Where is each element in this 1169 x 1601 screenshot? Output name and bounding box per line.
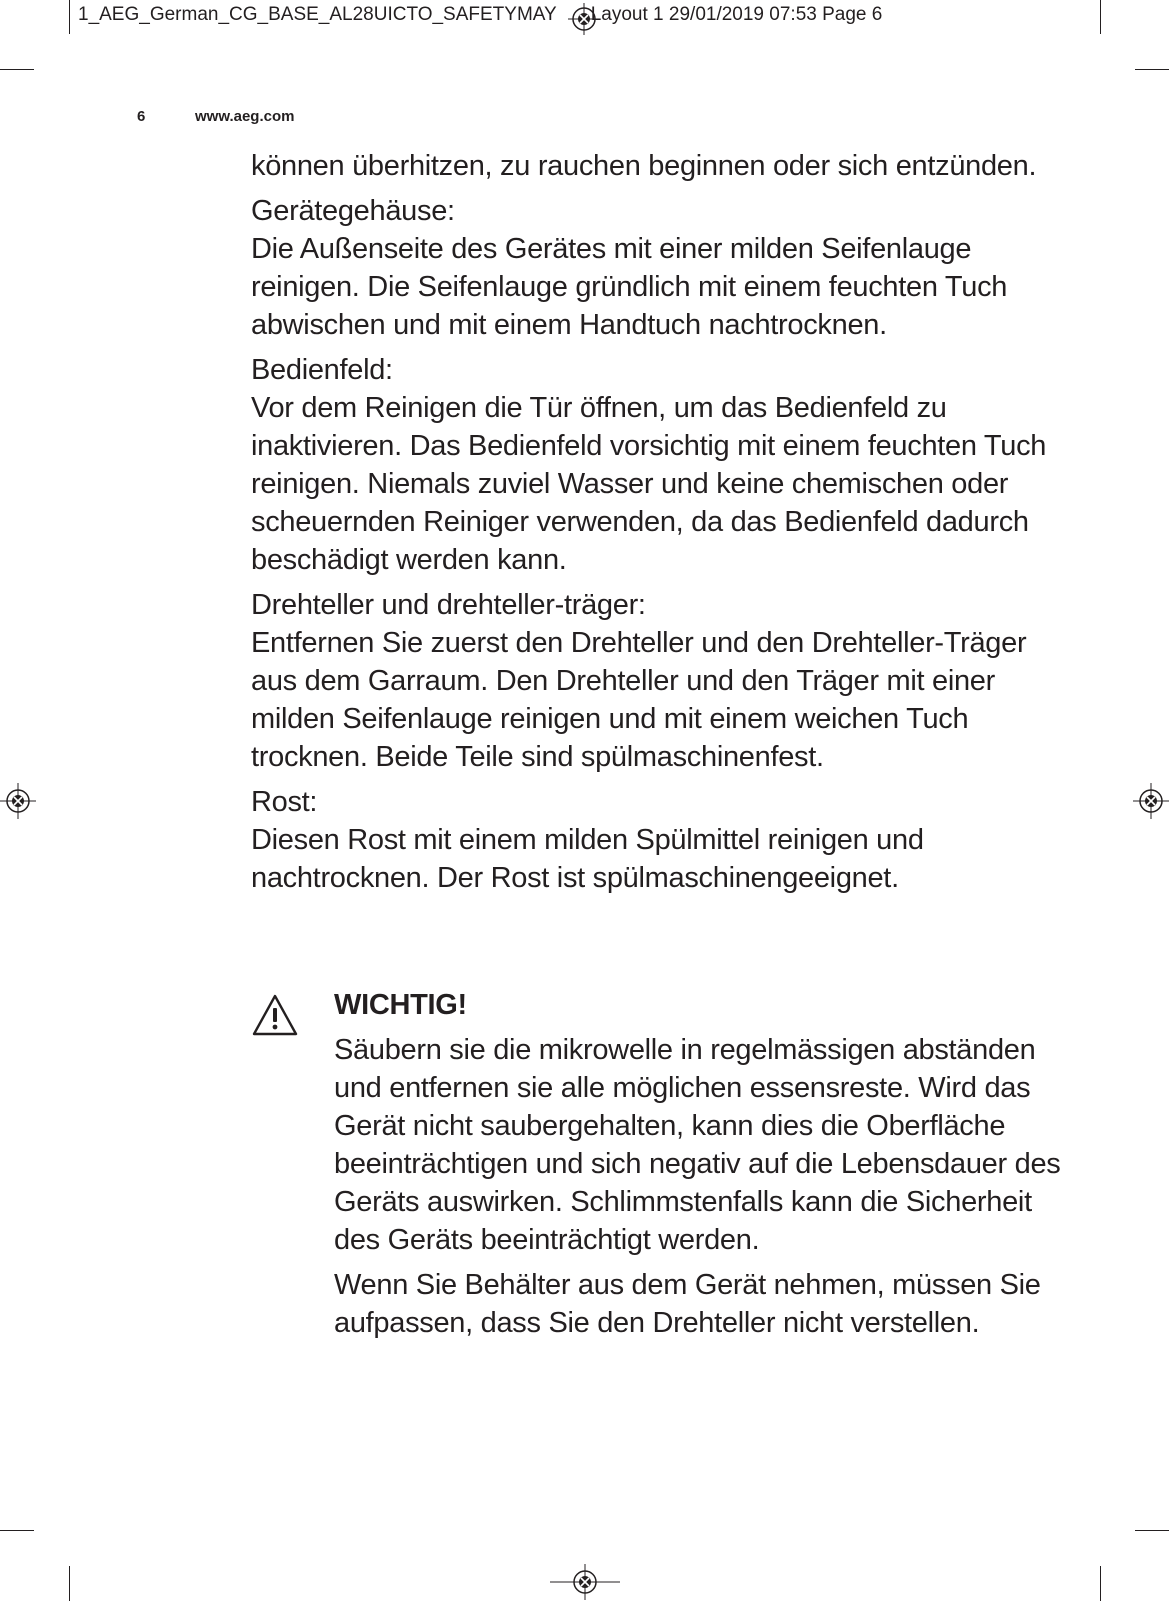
intro-text: können überhitzen, zu rauchen beginnen oder sich entzünden. [251,150,1037,182]
section-heading-rost: Rost: [251,786,318,818]
registration-mark-left-icon [0,783,36,819]
crop-mark-top-right-v [1100,0,1101,34]
print-slug-info: Layout 1 29/01/2019 07:53 Page 6 [590,4,883,25]
section-heading-geraetegehaeuse: Gerätegehäuse: [251,195,455,227]
print-slug-filename: 1_AEG_German_CG_BASE_AL28UICTO_SAFETYMAY [78,4,557,25]
main-text [251,147,1071,904]
warning-triangle-icon [251,993,299,1037]
crop-mark-bottom-right-h [1135,1530,1169,1531]
crop-mark-top-left-h [0,69,34,70]
header-url: www.aeg.com [195,108,295,125]
crop-mark-bottom-left-v [69,1566,70,1601]
print-slug [78,4,882,26]
warning-block [334,986,1074,1349]
registration-mark-bottom-icon [550,1564,620,1600]
warning-title: WICHTIG! [334,989,467,1021]
crop-mark-bottom-left-h [0,1530,34,1531]
section-heading-bedienfeld: Bedienfeld: [251,354,393,386]
crop-mark-top-left-v [69,0,70,34]
section-body-bedienfeld: Vor dem Reinigen die Tür öffnen, um das Bedienfeld zu inaktivieren. Das Bedienfeld vorsichtig mit einem feuchten Tuch reinigen. Niemals zuviel Wasser und keine chemischen oder scheuernden Reiniger verwenden, da das Bedienfeld dadurch beschädigt werden kann. [251,392,1047,576]
page-number: 6 [137,108,146,125]
warning-paragraph-2: Wenn Sie Behälter aus dem Gerät nehmen, müssen Sie aufpassen, dass Sie den Drehteller nicht verstellen. [334,1269,1041,1339]
warning-paragraph-1: Säubern sie die mikrowelle in regelmässigen abständen und entfernen sie alle möglichen essensreste. Wird das Gerät nicht saubergehalten, kann dies die Oberfläche beeinträchtigen und sich negativ auf die Lebensdauer des Geräts auswirken. Schlimmstenfalls kann die Sicherheit des Geräts beeinträchtigt werden. [334,1034,1061,1256]
section-body-geraetegehaeuse: Die Außenseite des Gerätes mit einer milden Seifenlauge reinigen. Die Seifenlauge gründlich mit einem feuchten Tuch abwischen und mit einem Handtuch nachtrocknen. [251,233,1008,341]
crop-mark-top-right-h [1135,69,1169,70]
registration-mark-top-icon [568,3,600,35]
crop-mark-bottom-right-v [1100,1566,1101,1601]
registration-mark-right-icon [1133,783,1169,819]
section-body-drehteller: Entfernen Sie zuerst den Drehteller und den Drehteller-Träger aus dem Garraum. Den Drehteller und den Träger mit einer milden Seifenlauge reinigen und mit einem weichen Tuch trocknen. Beide Teile sind spülmaschinenfest. [251,627,1027,773]
section-body-rost: Diesen Rost mit einem milden Spülmittel reinigen und nachtrocknen. Der Rost ist spülmaschinengeeignet. [251,824,924,894]
section-heading-drehteller: Drehteller und drehteller-träger: [251,589,646,621]
